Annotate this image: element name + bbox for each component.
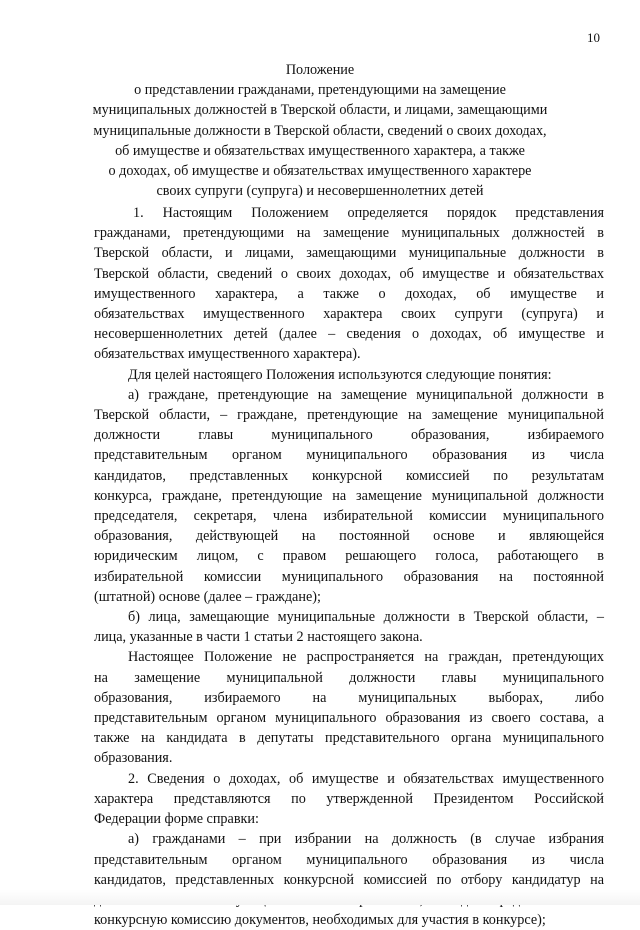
text-line: на замещение муниципальной должности главы муниципального xyxy=(94,669,604,686)
text-line: Тверской области, – граждане, претендующие на замещение муниципальной xyxy=(94,407,604,424)
document-body xyxy=(94,203,604,930)
paragraph-2a xyxy=(94,829,604,930)
title-line: о представлении гражданами, претендующими на замещение xyxy=(134,82,506,99)
title-line: муниципальных должностей в Тверской области, и лицами, замещающими xyxy=(92,102,548,119)
text-line: образования, действующей на постоянной основе и являющейся xyxy=(94,528,604,545)
text-line: имущественного характера, а также о доходах, об имуществе и xyxy=(94,285,604,302)
title-heading: Положение xyxy=(285,62,355,78)
text-line: должности главы муниципального образования, избираемого xyxy=(94,427,604,444)
text-line: Федерации форме справки: xyxy=(94,811,259,828)
text-line: образования. xyxy=(94,750,173,767)
text-line: кандидатов, представленных конкурсной комиссией по отбору кандидатур на xyxy=(94,871,604,888)
title-line: своих супруги (супруга) и несовершеннолетних детей xyxy=(156,183,484,200)
text-line: кандидатов, представленных конкурсной комиссией по результатам xyxy=(94,467,604,484)
text-line: образования, избираемого на муниципальных выборах, либо xyxy=(94,689,604,706)
text-line: характера представляются по утвержденной Президентом Российской xyxy=(94,790,604,807)
text-line: а) гражданами – при избрании на должность (в случае избрания xyxy=(128,831,604,848)
text-line: Тверской области, и лицами, замещающими муниципальные должности в xyxy=(94,245,604,262)
paragraph-definition-a xyxy=(94,385,604,607)
title-line: муниципальные должности в Тверской области, сведений о своих доходах, xyxy=(93,122,547,139)
text-line: обязательствах имущественного характера своих супруги (супруга) и xyxy=(94,306,604,323)
text-line: обязательствах имущественного характера). xyxy=(94,346,361,363)
text-line: лица, указанные в части 1 статьи 2 настоящего закона. xyxy=(94,629,423,646)
text-line: гражданами, претендующими на замещение муниципальных должностей в xyxy=(94,225,604,242)
text-line: также на кандидата в депутаты представительного органа муниципального xyxy=(94,730,604,747)
text-line: 2. Сведения о доходах, об имуществе и обязательствах имущественного xyxy=(128,770,604,787)
text-line: представительным органом муниципального образования из числа xyxy=(94,447,604,464)
paragraph-2-reporting xyxy=(94,769,604,830)
paragraph-1 xyxy=(94,203,604,365)
paragraph-definition-b xyxy=(94,607,604,647)
page-bottom-edge xyxy=(0,890,640,905)
text-line: избирательной комиссии муниципального образования на постоянной xyxy=(94,568,604,585)
text-line: несовершеннолетних детей (далее – сведения о доходах, об имуществе и xyxy=(94,326,604,343)
text-line: б) лица, замещающие муниципальные должности в Тверской области, – xyxy=(128,609,604,626)
title-line: об имуществе и обязательствах имущественного характера, а также xyxy=(115,142,525,159)
text-line: конкурса, граждане, претендующие на замещение муниципальной должности xyxy=(94,487,604,504)
text-line: председателя, секретаря, члена избирательной комиссии муниципального xyxy=(94,508,604,525)
text-line: а) граждане, претендующие на замещение муниципальной должности в xyxy=(128,386,604,403)
document-title xyxy=(60,60,580,201)
text-line: Для целей настоящего Положения используются следующие понятия: xyxy=(128,366,552,383)
text-line: юридическим лицом, с правом решающего голоса, работающего в xyxy=(94,548,604,565)
text-line: конкурсную комиссию документов, необходимых для участия в конкурсе); xyxy=(94,912,546,929)
title-line: о доходах, об имуществе и обязательствах имущественного характере xyxy=(108,163,532,180)
text-line: представительным органом муниципального образования из своего состава, а xyxy=(94,710,604,727)
text-line: Настоящее Положение не распространяется на граждан, претендующих xyxy=(128,649,604,666)
paragraph-2 xyxy=(94,365,604,385)
text-line: 1. Настоящим Положением определяется порядок представления xyxy=(133,205,604,221)
text-line: Тверской области, сведений о своих доходах, об имуществе и обязательствах xyxy=(94,265,604,282)
paragraph-exclusion xyxy=(94,647,604,768)
text-line: представительным органом муниципального образования из числа xyxy=(94,851,604,868)
text-line: (штатной) основе (далее – граждане); xyxy=(94,588,321,605)
page-number: 10 xyxy=(587,30,600,45)
